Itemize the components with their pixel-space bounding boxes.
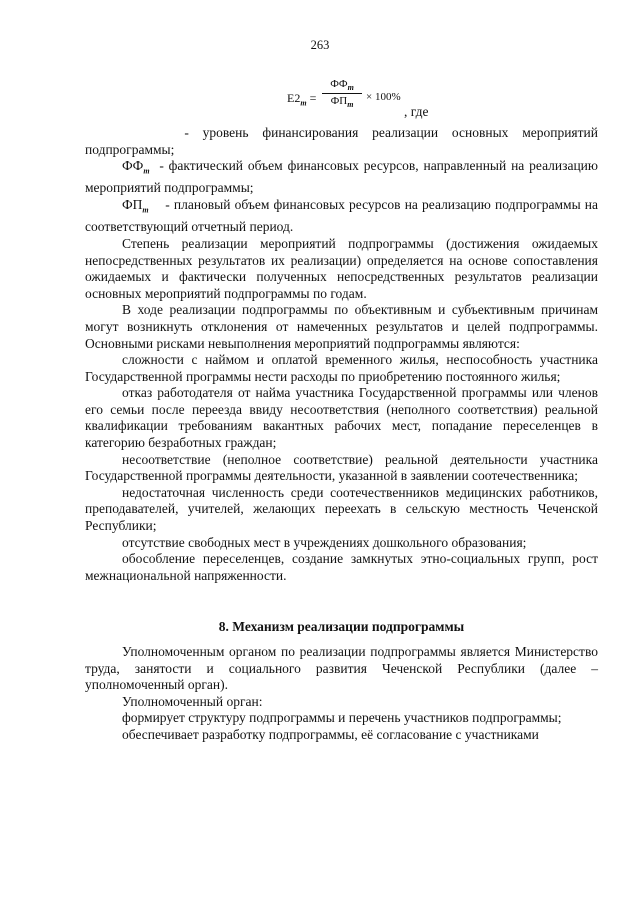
- definition-item: $ФП_т$ - плановый объем финансовых ресурсов на реализацию подпрограммы на соответствующий отчетный период.: [85, 197, 599, 235]
- formula-lhs: $Е2_т$ =: [287, 91, 317, 108]
- formula-where: , где: [404, 104, 429, 119]
- paragraph: Уполномоченный орган:: [122, 693, 263, 709]
- formula-multiplier: × 100%: [366, 91, 401, 103]
- definition-term: ФФ: [122, 158, 144, 174]
- paragraph: Уполномоченным органом по реализации подпрограммы является Министерство труда, занятости и социального развития Чеченской Республики (далее – уполномоченный орган).: [85, 644, 598, 693]
- risk-item: отказ работодателя от найма участника Государственной программы или членов его семьи после переезда ввиду несоответствия (неполного соответствия) реальной квалификации требованиям вакантных рабочих мест, попадание переселенцев в категорию безработных граждан;: [85, 385, 598, 451]
- body-text: [85, 125, 598, 744]
- definition-item: [85, 125, 598, 158]
- formula-denominator: $ФП_т$: [330, 95, 354, 110]
- risk-item: несоответствие (неполное соответствие) реальной деятельности участника Государственной программы деятельности, указанной в заявлении соотечественника;: [85, 451, 598, 484]
- page-number: 263: [310, 38, 330, 52]
- definition-item: $ФФ_т$ - фактический объем финансовых ресурсов, направленный на реализацию мероприятий подпрограммы;: [85, 158, 598, 196]
- formula: [0, 78, 640, 122]
- paragraph: обеспечивает разработку подпрограммы, её согласование с участниками: [122, 726, 539, 742]
- risk-item: обособление переселенцев, создание замкнутых этно-социальных групп, рост межнациональной напряженности.: [85, 551, 598, 583]
- risk-item: сложности с наймом и оплатой временного жилья, неспособность участника Государственной программы нести расходы по приобретению постоянного жилья;: [85, 352, 598, 384]
- formula-numerator: $ФФ_т$: [322, 78, 362, 94]
- paragraph: В ходе реализации подпрограммы по объективным и субъективным причинам могут возникнуть отклонения от намеченных результатов и целей подпрограммы. Основными рисками невыполнения мероприятий подпрограммы являются:: [85, 302, 598, 351]
- paragraph: Степень реализации мероприятий подпрограммы (достижения ожидаемых непосредственных результатов их реализации) определяется на основе сопоставления ожидаемых и фактически полученных непосредственных результатов реализации основных мероприятий подпрограммы по годам.: [85, 235, 598, 301]
- definition-term: ФП: [122, 197, 143, 213]
- paragraph: формирует структуру подпрограммы и перечень участников подпрограммы;: [122, 710, 562, 726]
- definition-text: - уровень финансирования реализации основных мероприятий подпрограммы;: [85, 125, 598, 157]
- risk-item: отсутствие свободных мест в учреждениях дошкольного образования;: [122, 534, 527, 550]
- formula-fraction: [322, 78, 362, 109]
- section-heading: 8. Механизм реализации подпрограммы: [218, 619, 465, 635]
- definition-text: - фактический объем финансовых ресурсов, направленный на реализацию мероприятий подпрограммы;: [85, 158, 598, 196]
- definition-text: - плановый объем финансовых ресурсов на реализацию подпрограммы на соответствующий отчетный период.: [85, 197, 599, 235]
- risk-item: недостаточная численность среди соотечественников медицинских работников, преподавателей, учителей, желающих переехать в сельскую местность Чеченской Республики;: [85, 484, 598, 534]
